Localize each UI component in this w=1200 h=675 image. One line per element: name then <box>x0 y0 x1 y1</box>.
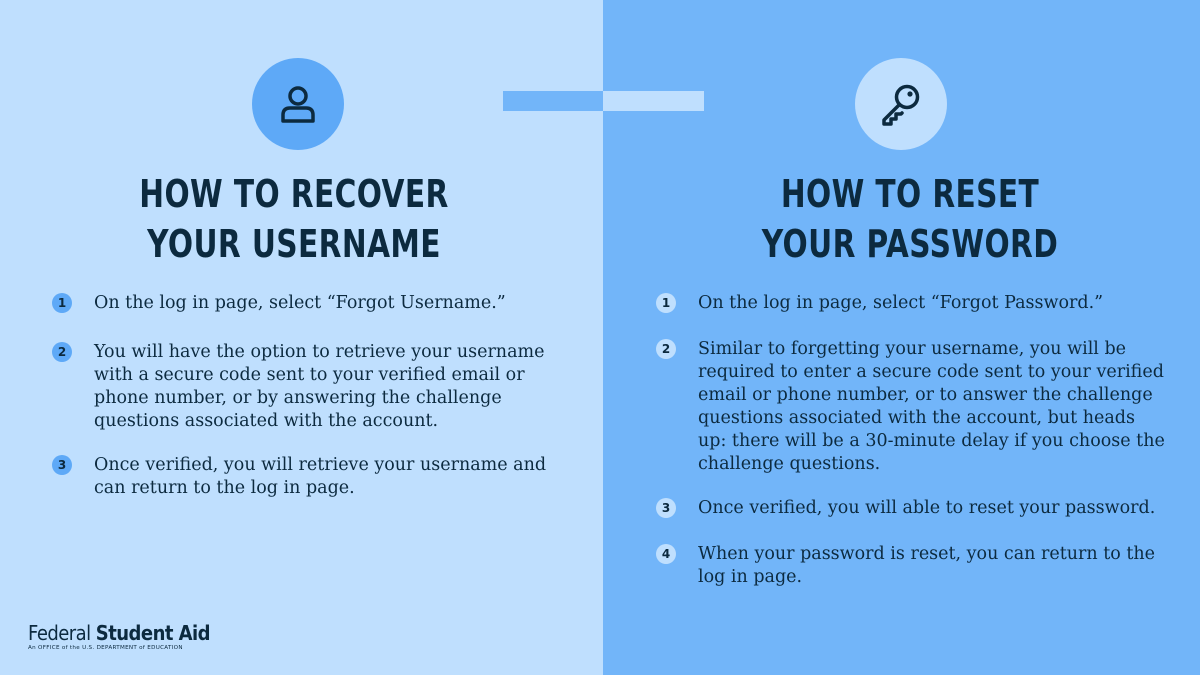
step-text: On the log in page, select “Forgot Username.” <box>94 293 506 313</box>
logo-word-federal: Federal <box>28 621 91 645</box>
step-item <box>656 292 1166 315</box>
key-icon <box>876 79 926 129</box>
step-item <box>52 292 557 315</box>
step-number-badge: 1 <box>656 293 676 313</box>
step-text: On the log in page, select “Forgot Password.” <box>698 293 1104 313</box>
user-icon <box>276 82 320 126</box>
logo-wordmark <box>28 622 210 644</box>
step-number-badge: 3 <box>656 498 676 518</box>
step-item <box>656 497 1166 520</box>
step-item <box>656 543 1166 589</box>
connector-bar-right <box>603 91 704 111</box>
heading-line-1: HOW TO RESET <box>780 172 1040 216</box>
step-item <box>52 454 557 500</box>
step-item <box>656 338 1166 476</box>
logo-word-student-aid: Student Aid <box>95 621 211 645</box>
heading-line-1: HOW TO RECOVER <box>139 172 449 216</box>
reset-password-heading <box>754 169 1066 269</box>
federal-student-aid-logo <box>28 622 230 651</box>
heading-line-2: YOUR PASSWORD <box>761 222 1059 266</box>
step-number-badge: 2 <box>656 339 676 359</box>
step-text: Once verified, you will retrieve your username and can return to the log in page. <box>94 455 547 498</box>
step-number-badge: 1 <box>52 293 72 313</box>
heading-line-2: YOUR USERNAME <box>147 222 441 266</box>
step-number-badge: 3 <box>52 455 72 475</box>
user-icon-circle <box>252 58 344 150</box>
step-text: You will have the option to retrieve your username with a secure code sent to your verified email or phone number, or by answering the challenge questions associated with the account. <box>94 342 545 431</box>
recover-username-heading <box>138 169 450 269</box>
step-text: Once verified, you will able to reset your password. <box>698 498 1156 518</box>
step-text: Similar to forgetting your username, you will be required to enter a secure code sent to your verified email or phone number, or to answer the challenge questions associated with the account, but heads up: there will be a 30-minute delay if you choose the challenge questions. <box>698 339 1165 474</box>
step-number-badge: 4 <box>656 544 676 564</box>
step-item <box>52 341 557 433</box>
logo-tagline: An OFFICE of the U.S. DEPARTMENT of EDUCATION <box>28 645 183 651</box>
connector-bar-left <box>503 91 603 111</box>
step-number-badge: 2 <box>52 342 72 362</box>
key-icon-circle <box>855 58 947 150</box>
step-text: When your password is reset, you can return to the log in page. <box>698 544 1156 587</box>
